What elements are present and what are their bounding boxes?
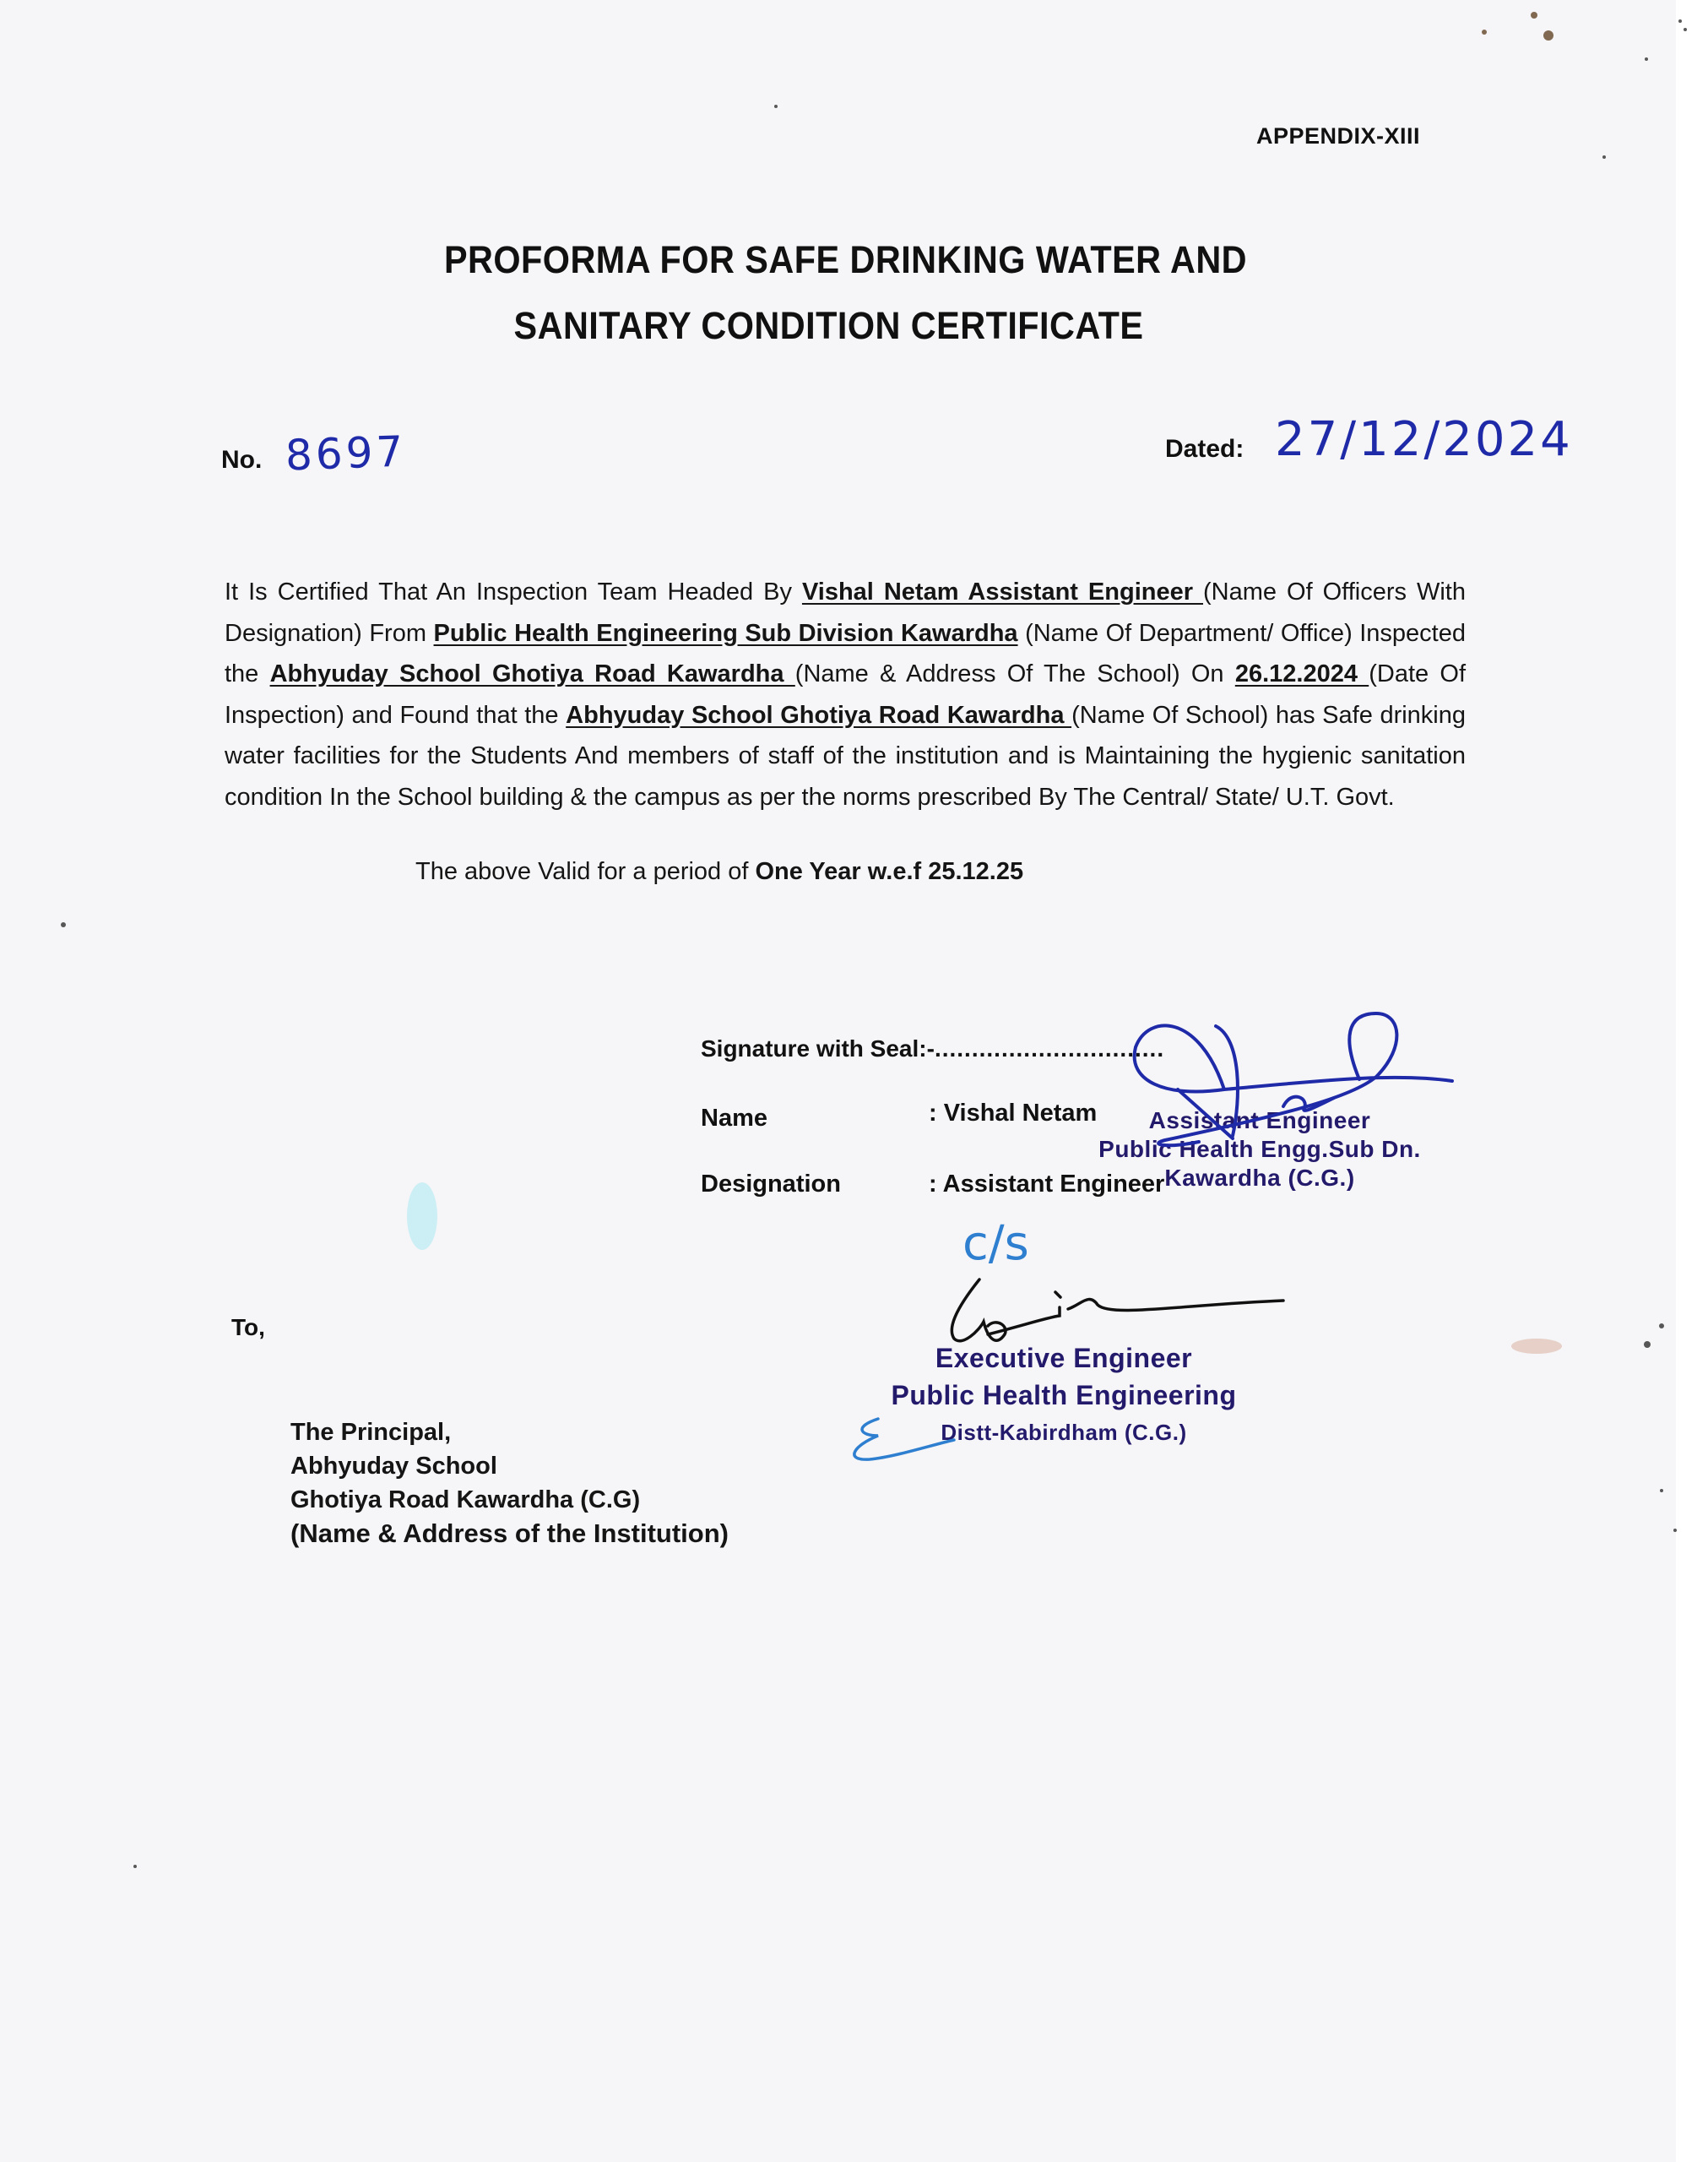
name-label: Name [701,1105,767,1132]
ae-stamp-line3: Kawardha (C.G.) [1164,1165,1355,1191]
validity-prefix: The above Valid for a period of [415,858,756,885]
department-name: Public Health Engineering Sub Division Kawardha [433,619,1018,647]
body-text-6: (Name Of School) has Safe drinking water facilities for the Students And members of staff of the institution and is Maintaining the hygienic sanitation condition In the School building & the campus as per the norms prescribed By The Central/ State/ U.T. Govt. [225,701,1466,811]
recipient-line2: Abhyuday School [290,1453,497,1480]
number-label: No. [221,446,263,474]
ee-stamp-line1: Executive Engineer [935,1343,1193,1373]
school-name: Abhyuday School Ghotiya Road Kawardha [566,701,1072,729]
body-text-1: It Is Certified That An Inspection Team Headed By [225,579,802,606]
scan-edge [1676,0,1708,2162]
dated-value: 27/12/2024 [1275,412,1573,467]
designation-value: : Assistant Engineer [929,1171,1165,1198]
body-text-4: (Name & Address Of The School) On [794,660,1235,687]
body-text-2: (Name Of Officers With Designation) From [225,579,1466,647]
signature-seal-label [701,1035,1164,1062]
ae-stamp-line2: Public Health Engg.Sub Dn. [1098,1136,1421,1162]
body-text-3: (Name Of Department/ Office) Inspected the [225,619,1467,687]
school-address: Abhyuday School Ghotiya Road Kawardha [269,660,795,687]
inspection-date: 26.12.2024 [1234,660,1369,687]
validity-line [415,858,1023,886]
recipient-line1: The Principal, [290,1419,452,1446]
officer-name: Vishal Netam Assistant Engineer [801,579,1204,606]
executive-engineer-stamp [853,1339,1275,1451]
to-label: To, [231,1314,265,1340]
ae-stamp-line1: Assistant Engineer [1148,1107,1371,1133]
designation-label: Designation [701,1171,841,1198]
name-value: : Vishal Netam [929,1100,1098,1127]
certificate-body [225,572,1466,818]
recipient-line3: Ghotiya Road Kawardha (C.G) [290,1486,641,1513]
recipient-address [290,1415,729,1551]
ee-stamp-line2: Public Health Engineering [891,1380,1237,1410]
certificate-title-line2: SANITARY CONDITION CERTIFICATE [513,304,1144,347]
number-value: 8697 [285,426,408,481]
appendix-label: APPENDIX-XIII [1256,123,1421,149]
certificate-title-line1: PROFORMA FOR SAFE DRINKING WATER AND [443,238,1248,281]
cs-annotation: c/s [962,1216,1029,1271]
assistant-engineer-stamp [1065,1106,1454,1192]
recipient-line4: (Name & Address of the Institution) [290,1518,729,1548]
dated-label: Dated: [1165,435,1244,463]
body-text-5: (Date Of Inspection) and Found that the [225,660,1467,729]
validity-period: One Year w.e.f 25.12.25 [755,858,1024,885]
signature-seal-text: Signature with Seal:- [701,1035,935,1062]
signature-dots: ............................... [934,1035,1165,1062]
ee-stamp-line3: Distt-Kabirdham (C.G.) [941,1420,1187,1445]
